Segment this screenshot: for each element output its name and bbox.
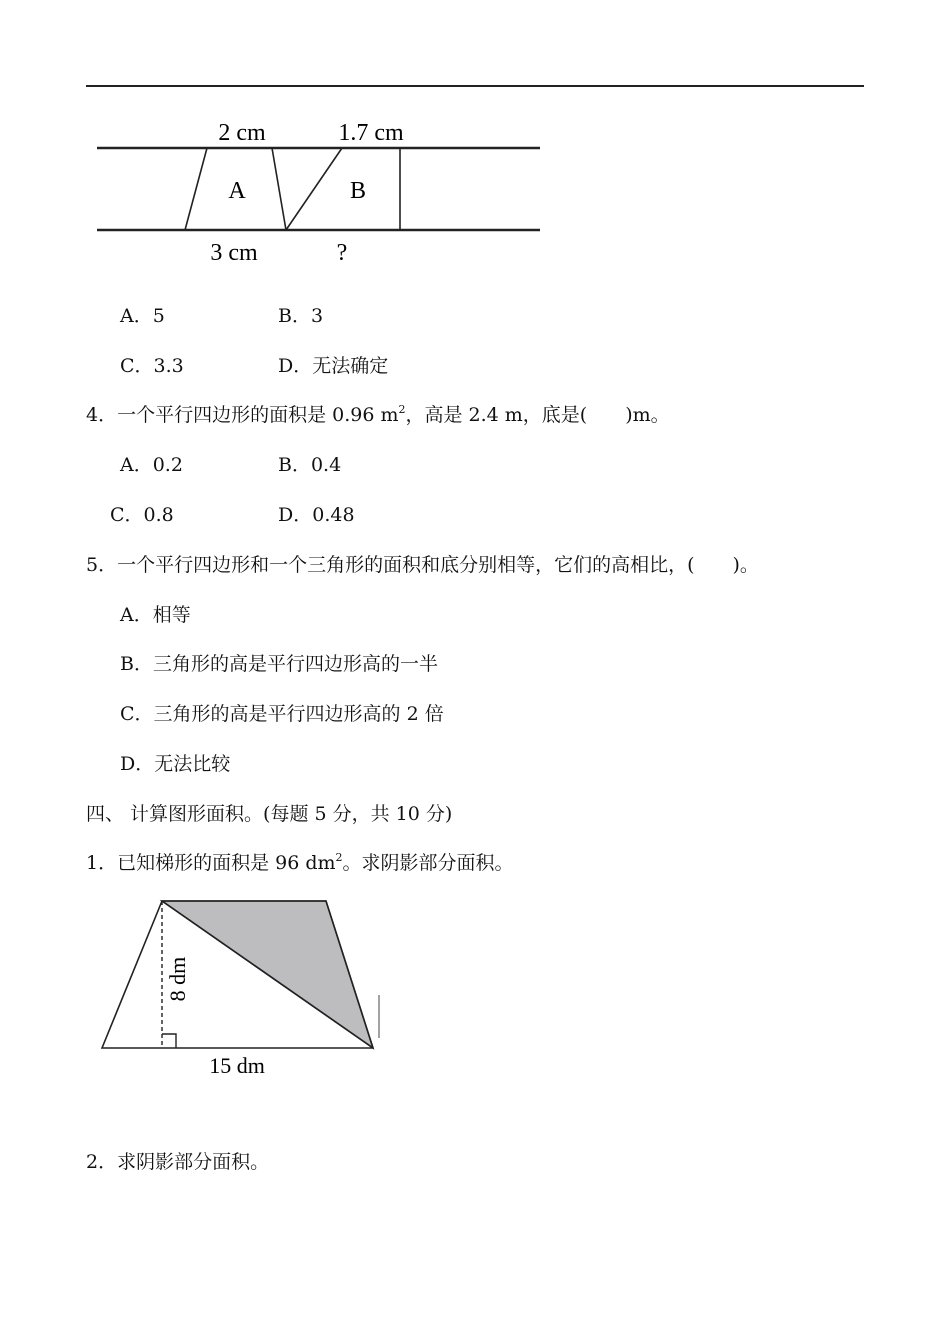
q5-option-b: B．三角形的高是平行四边形高的一半 bbox=[120, 653, 438, 675]
q3-option-d: D．无法确定 bbox=[278, 355, 389, 377]
base-label: 15 dm bbox=[209, 1053, 265, 1078]
label-bottom-question: ? bbox=[336, 240, 348, 266]
q4-text-1: 4．一个平行四边形的面积是 0.96 m bbox=[86, 404, 399, 426]
label-shape-a: A bbox=[228, 178, 246, 204]
q4-text-2: ，高是 2.4 m，底是( )m。 bbox=[405, 404, 670, 426]
label-bottom-3cm: 3 cm bbox=[210, 240, 258, 266]
problem-1-text-2: 。求阴影部分面积。 bbox=[342, 852, 514, 874]
problem-2: 2．求阴影部分面积。 bbox=[86, 1151, 270, 1173]
q4-option-d: D．0.48 bbox=[278, 504, 355, 526]
q5-option-c: C．三角形的高是平行四边形高的 2 倍 bbox=[120, 703, 444, 725]
q4-superscript: 2 bbox=[398, 403, 406, 416]
height-label: 8 dm bbox=[165, 956, 190, 1002]
label-shape-b: B bbox=[349, 178, 367, 204]
q4-option-c: C．0.8 bbox=[110, 504, 174, 526]
q5-question: 5．一个平行四边形和一个三角形的面积和底分别相等，它们的高相比，( )。 bbox=[86, 554, 759, 576]
problem-1 bbox=[86, 851, 514, 878]
problem-1-superscript: 2 bbox=[335, 851, 343, 864]
label-top-1-7cm: 1.7 cm bbox=[338, 120, 404, 146]
q5-option-a: A．相等 bbox=[120, 604, 191, 626]
problem-1-text-1: 1．已知梯形的面积是 96 dm bbox=[86, 852, 336, 874]
q4-option-b: B．0.4 bbox=[278, 454, 342, 476]
section-4-title: 四、 计算图形面积。(每题 5 分，共 10 分) bbox=[86, 803, 453, 825]
label-top-2cm: 2 cm bbox=[218, 120, 266, 146]
q3-option-c: C．3.3 bbox=[120, 355, 184, 377]
right-angle-mark bbox=[162, 1034, 176, 1048]
q4-option-a: A．0.2 bbox=[120, 454, 183, 476]
q4-question bbox=[86, 403, 670, 430]
shape-b bbox=[286, 148, 400, 230]
figure-trapezoid bbox=[95, 890, 395, 1090]
figure-parallel-lines bbox=[90, 110, 550, 270]
q5-option-d: D．无法比较 bbox=[120, 753, 231, 775]
q3-option-a: A．5 bbox=[120, 305, 165, 327]
q3-option-b: B．3 bbox=[278, 305, 324, 327]
header-rule bbox=[86, 85, 864, 87]
